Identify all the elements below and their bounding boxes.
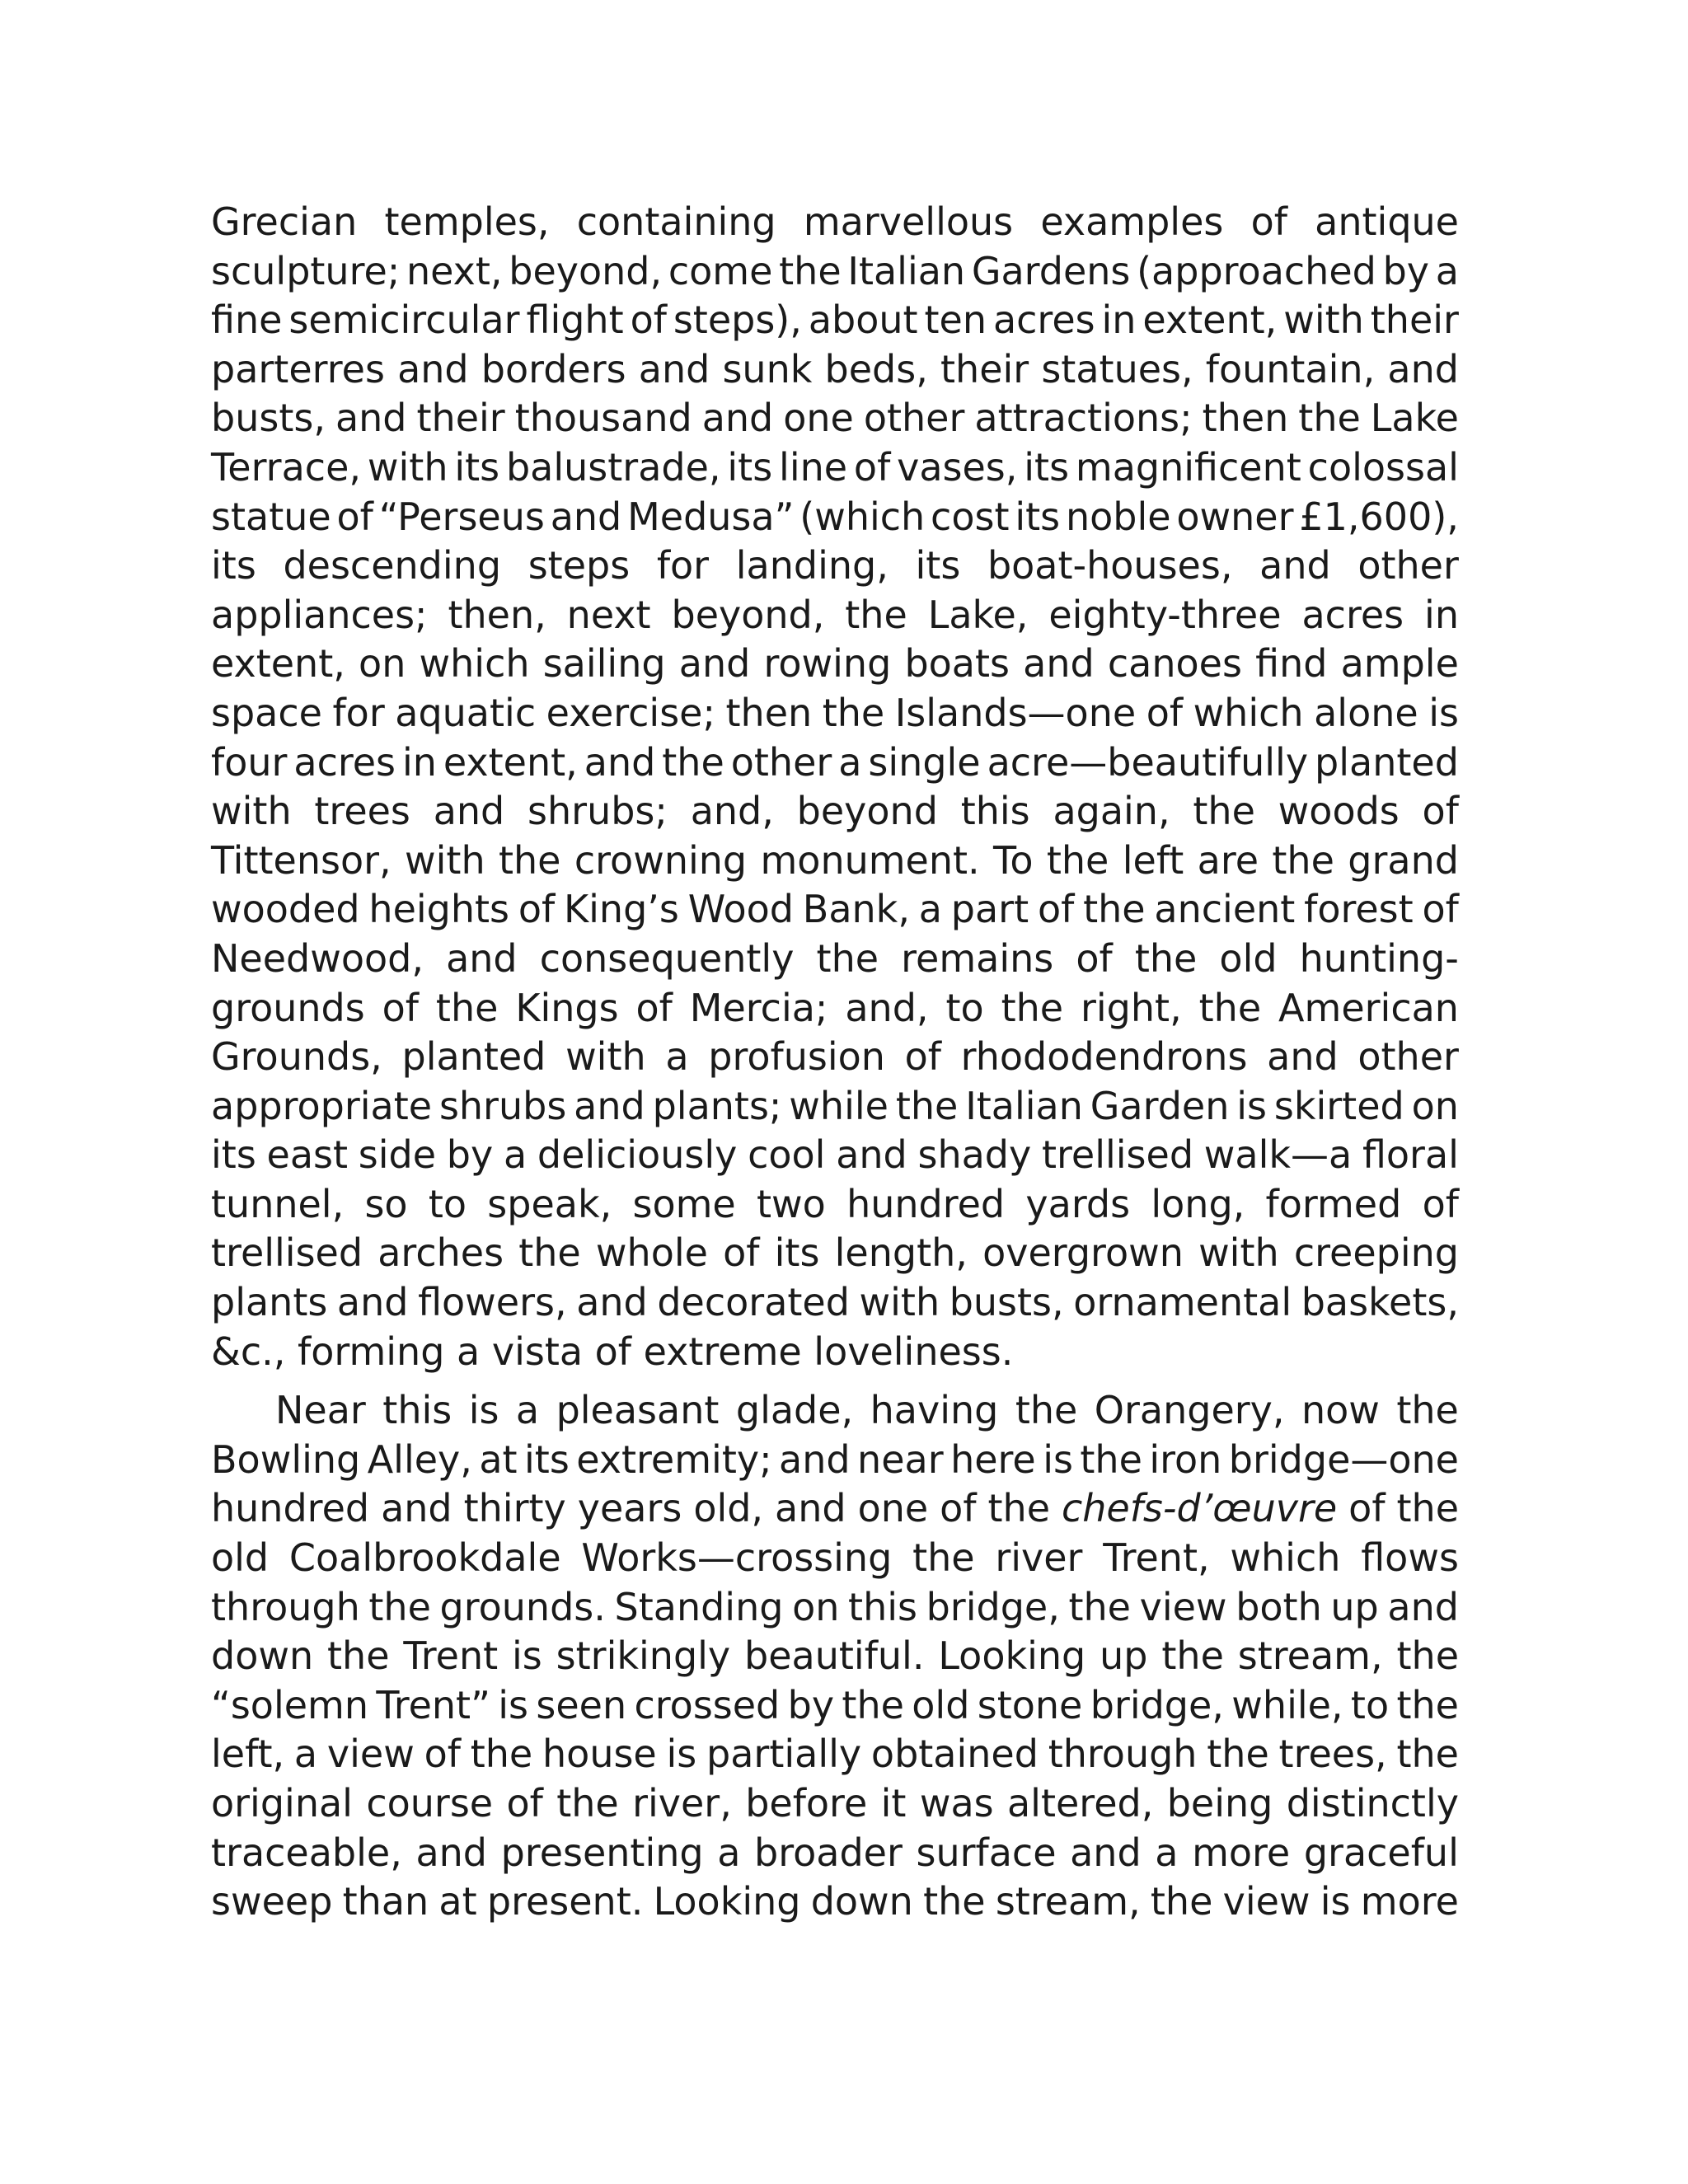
text-line: wooded heights of King’s Wood Bank, a part of the ancient forest of [211, 887, 1459, 932]
text-line: down the Trent is strikingly beautiful. Looking up the stream, the [211, 1633, 1459, 1679]
text-line: extent, on which sailing and rowing boats and canoes find ample [211, 641, 1459, 687]
paragraph-1 [211, 198, 1459, 1376]
text-line: statue of “Perseus and Medusa” (which cost its noble owner £1,600), [211, 494, 1459, 539]
text-line: fine semicircular flight of steps), about ten acres in extent, with their [211, 298, 1459, 343]
text-line: hundred and thirty years old, and one of the chefs-d’œuvre of the [211, 1484, 1459, 1534]
text-line: “solemn Trent” is seen crossed by the old stone bridge, while, to the [211, 1682, 1459, 1727]
italic-phrase: chefs-d’œuvre [1061, 1486, 1338, 1531]
text-line: Near this is a pleasant glade, having the Orangery, now the [275, 1388, 1459, 1433]
text-line: four acres in extent, and the other a single acre—beautifully planted [211, 739, 1459, 785]
text-line: trellised arches the whole of its length, overgrown with creeping [211, 1230, 1459, 1276]
text-line: Tittensor, with the crowning monument. To the left are the grand [211, 837, 1459, 883]
text-line: busts, and their thousand and one other attractions; then the Lake [211, 396, 1459, 441]
text-line: its east side by a deliciously cool and shady trellised walk—a floral [211, 1132, 1459, 1178]
text-line: grounds of the Kings of Mercia; and, to the right, the American [211, 985, 1459, 1030]
text-line: left, a view of the house is partially obtained through the trees, the [211, 1732, 1459, 1777]
text-line: original course of the river, before it was altered, being distinctly [211, 1781, 1459, 1825]
text-line: traceable, and presenting a broader surface and a more graceful [211, 1830, 1459, 1875]
text-line: parterres and borders and sunk beds, their statues, fountain, and [211, 346, 1459, 391]
text-line: appliances; then, next beyond, the Lake, eighty-three acres in [211, 592, 1459, 637]
text-line: tunnel, so to speak, some two hundred yards long, formed of [211, 1181, 1459, 1226]
text-line: with trees and shrubs; and, beyond this again, the woods of [211, 789, 1459, 834]
text-line: plants and flowers, and decorated with busts, ornamental baskets, [211, 1280, 1459, 1325]
text-line: space for aquatic exercise; then the Islands—one of which alone is [211, 690, 1459, 735]
text-line: Grecian temples, containing marvellous examples of antique [211, 199, 1459, 244]
text-line: sweep than at present. Looking down the stream, the view is more [211, 1879, 1459, 1924]
text-line: Needwood, and consequently the remains of the old hunting- [211, 935, 1459, 981]
text-line: Bowling Alley, at its extremity; and near here is the iron bridge—one [211, 1436, 1459, 1482]
text-line: its descending steps for landing, its boat-houses, and other [211, 543, 1459, 588]
paragraph-2 [211, 1386, 1459, 1927]
text-line: sculpture; next, beyond, come the Italian Gardens (approached by a [211, 248, 1459, 293]
body-text [211, 198, 1459, 1927]
text-line: appropriate shrubs and plants; while the Italian Garden is skirted on [211, 1083, 1459, 1128]
text-line: old Coalbrookdale Works—crossing the river Trent, which flows [211, 1535, 1459, 1581]
text-line: &c., forming a vista of extreme loveliness. [211, 1329, 1014, 1374]
text-line: Grounds, planted with a profusion of rhododendrons and other [211, 1034, 1459, 1080]
text-line: Terrace, with its balustrade, its line of vases, its magnificent colossal [211, 444, 1459, 490]
text-line: through the grounds. Standing on this bridge, the view both up and [211, 1584, 1459, 1629]
